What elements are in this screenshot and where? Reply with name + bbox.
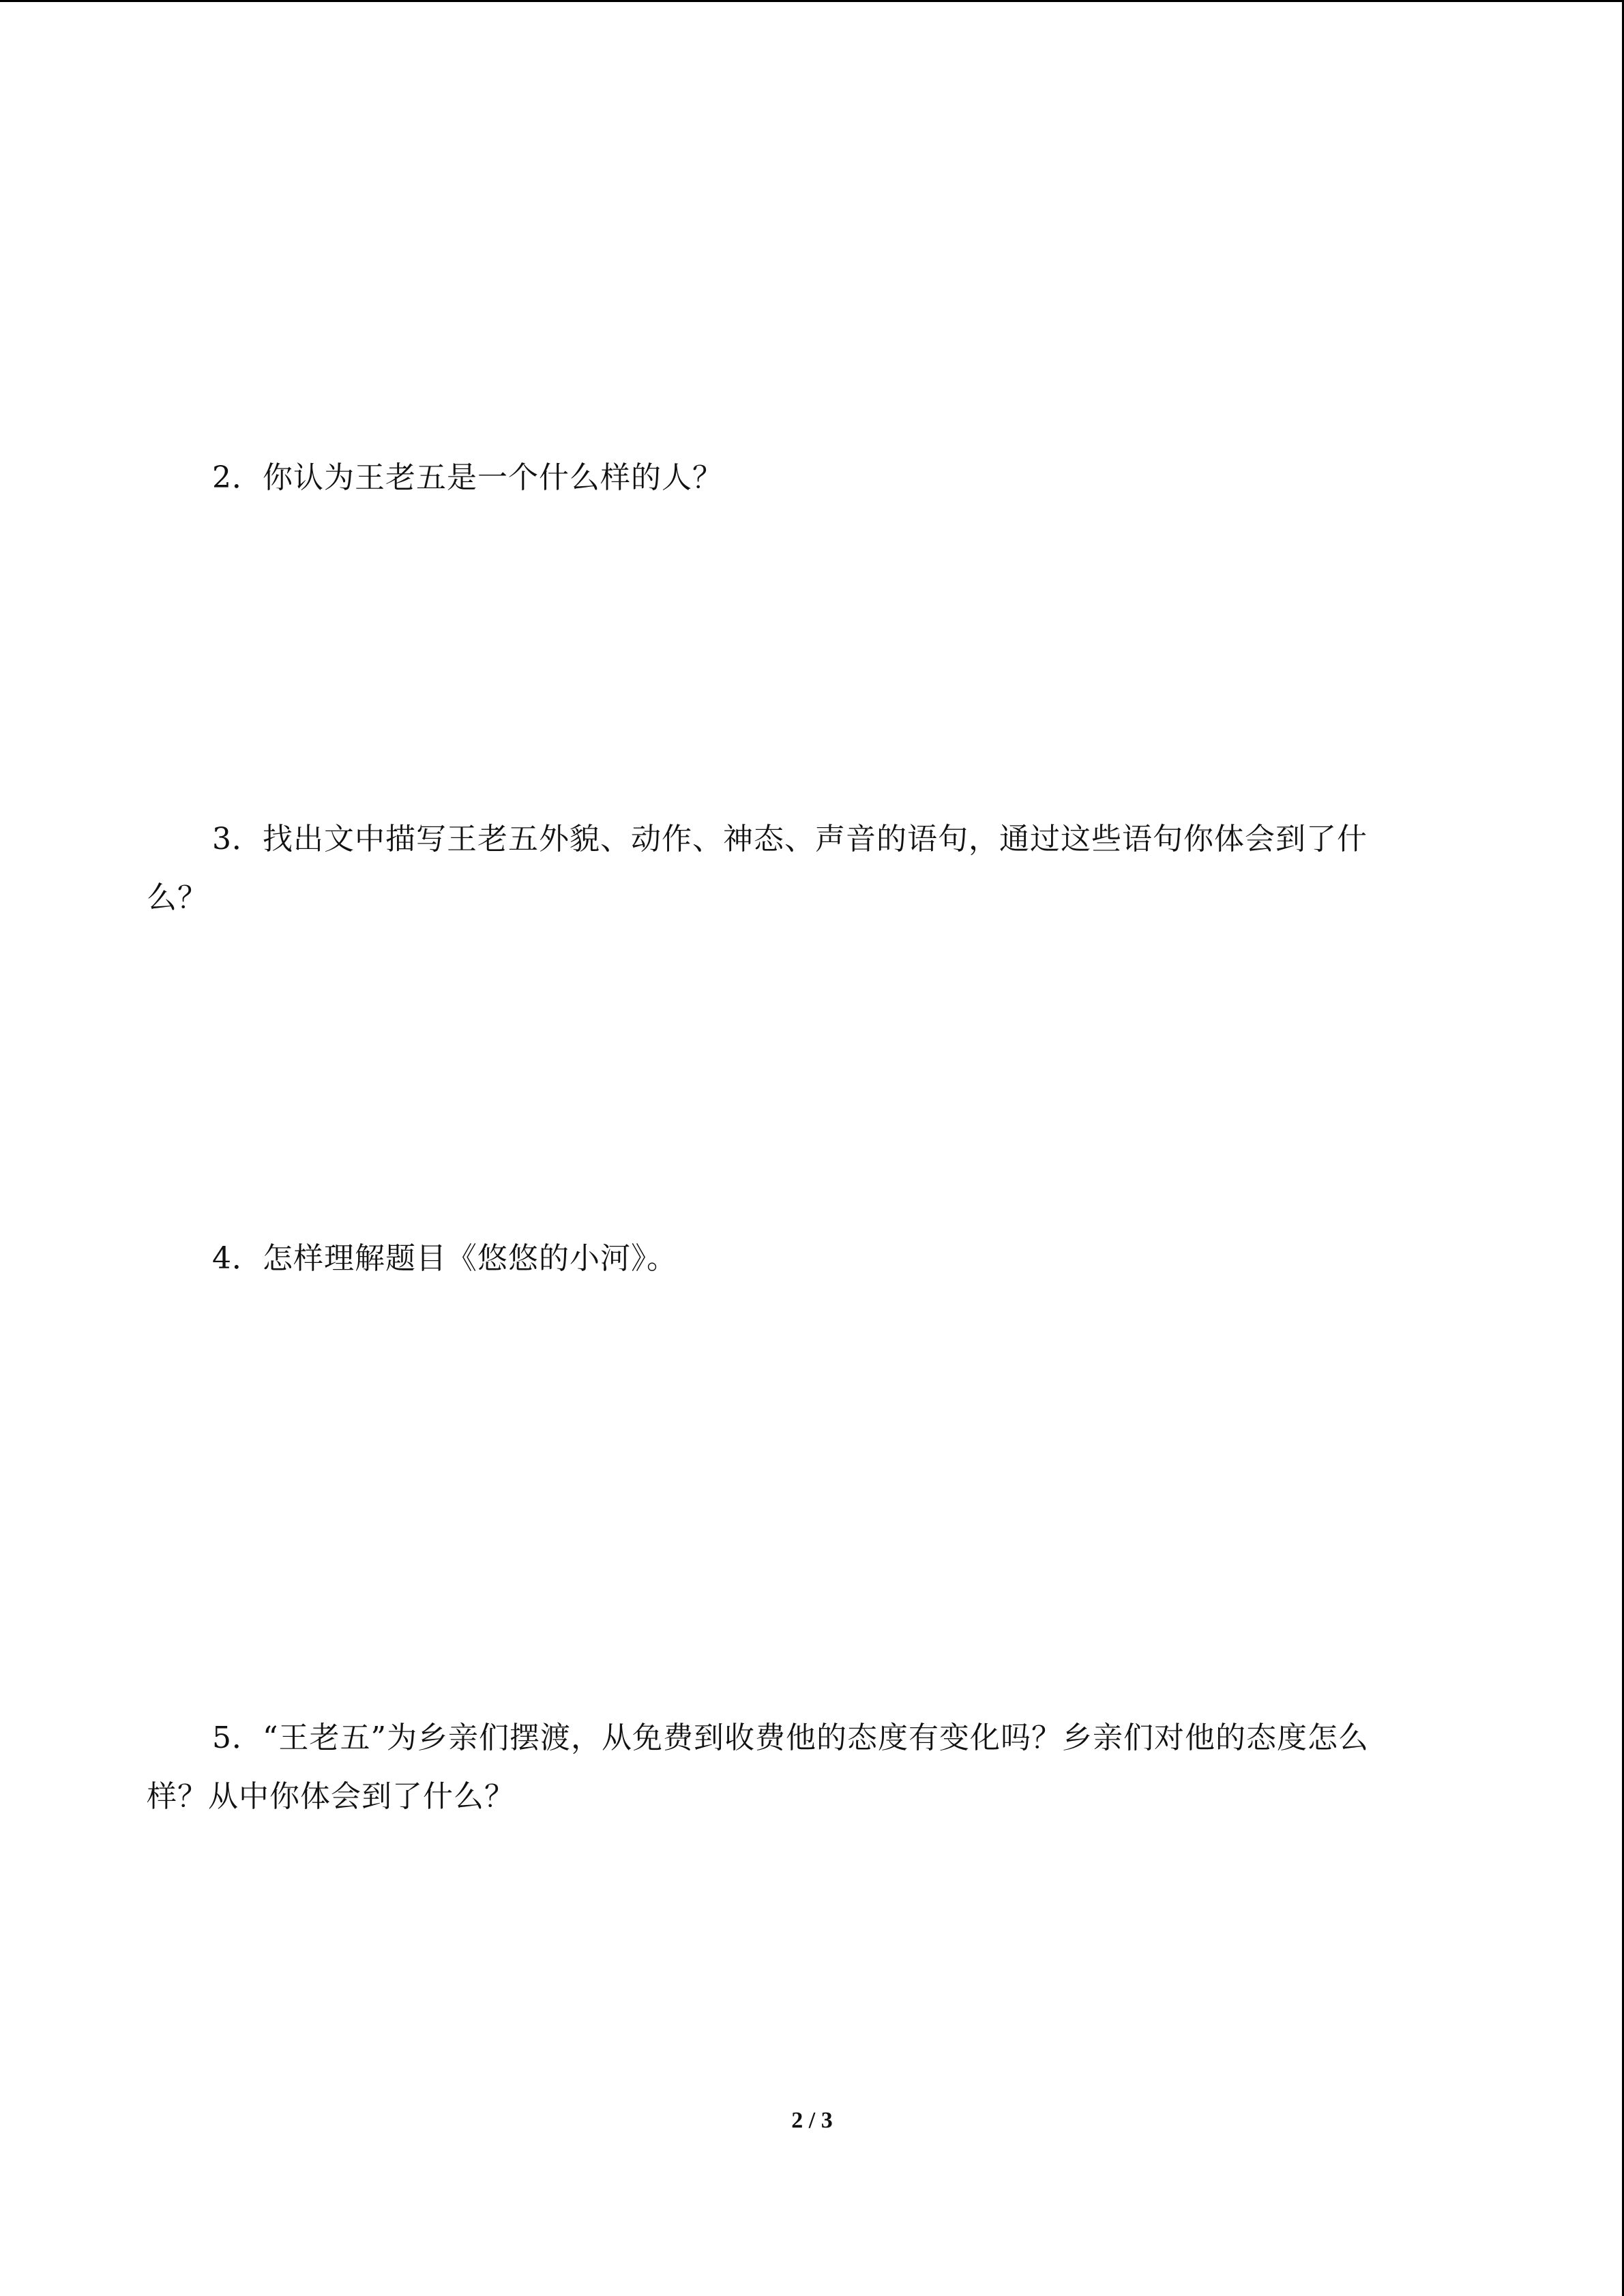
page-number: 2 / 3 (791, 2108, 833, 2133)
question-5 (147, 1709, 1470, 1826)
question-5-line-2: 样？从中你体会到了什么？ (147, 1779, 515, 1814)
question-5-line-1: 5．“王老五”为乡亲们摆渡，从免费到收费他的态度有变化吗？乡亲们对他的态度怎么 (212, 1720, 1369, 1755)
question-4-line-1: 4．怎样理解题目《悠悠的小河》。 (212, 1241, 677, 1276)
question-4 (147, 1229, 1470, 1288)
question-2 (147, 449, 1470, 507)
question-3-line-2: 么？ (147, 880, 208, 915)
question-2-line-1: 2．你认为王老五是一个什么样的人？ (212, 460, 723, 495)
question-3-line-1: 3．找出文中描写王老五外貌、动作、神态、声音的语句，通过这些语句你体会到了什 (212, 822, 1368, 856)
question-3 (147, 810, 1470, 927)
